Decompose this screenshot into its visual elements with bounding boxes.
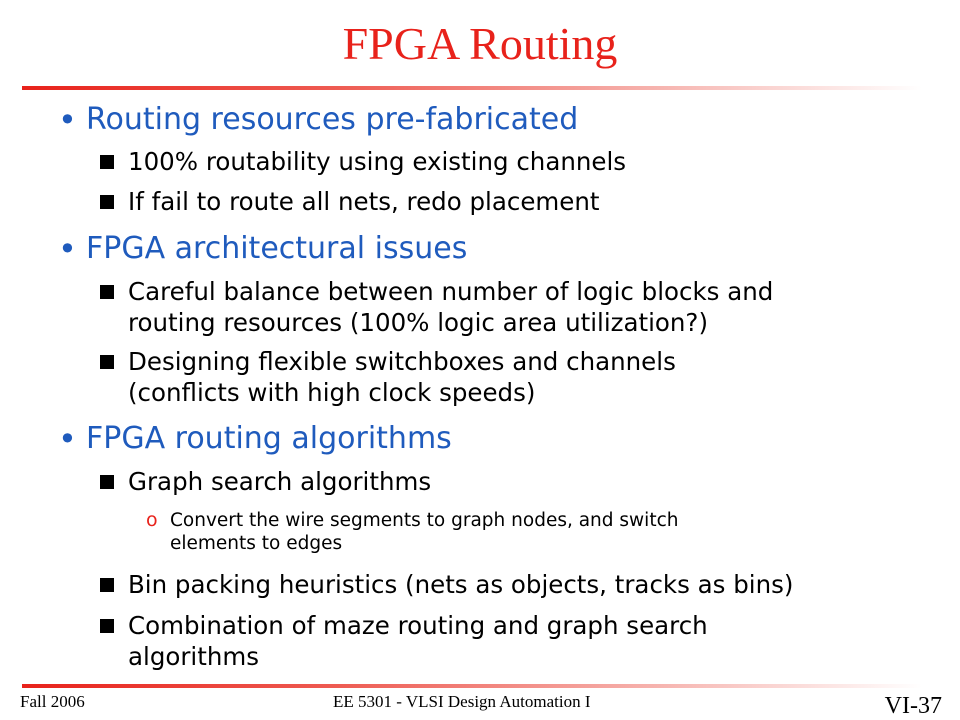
footer-divider [22,684,922,688]
sub-list-item-line: elements to edges [170,533,343,554]
bullet-icon: • [58,230,77,268]
square-bullet-icon [100,355,114,369]
square-bullet-icon [100,155,114,169]
list-item-line: routing resources (100% logic area utilization?) [128,308,708,337]
bullet-icon: • [58,420,77,458]
square-bullet-icon [100,619,114,633]
list-item: If fail to route all nets, redo placement [128,187,600,216]
section-heading: Routing resources pre-fabricated [86,102,579,137]
list-item-line: Careful balance between number of logic blocks and [128,277,774,306]
sub-list-item-line: Convert the wire segments to graph nodes, and switch [170,510,679,531]
footer-term: Fall 2006 [20,692,85,711]
slide-title: FPGA Routing [342,18,618,69]
section-heading: FPGA routing algorithms [86,421,452,456]
square-bullet-icon [100,475,114,489]
section-heading: FPGA architectural issues [86,231,468,266]
bullet-icon: • [58,101,77,139]
square-bullet-icon [100,195,114,209]
slide-number: VI-37 [884,693,942,719]
list-item: 100% routability using existing channels [128,147,627,176]
square-bullet-icon [100,285,114,299]
list-item-line: algorithms [128,642,260,671]
list-item-line: (conflicts with high clock speeds) [128,378,536,407]
list-item: Bin packing heuristics (nets as objects, tracks as bins) [128,570,794,599]
square-bullet-icon [100,578,114,592]
title-divider [22,86,922,90]
circle-bullet-icon: o [146,509,158,531]
list-item-line: Combination of maze routing and graph search [128,611,708,640]
footer-course: EE 5301 - VLSI Design Automation I [333,692,591,711]
list-item-line: Designing flexible switchboxes and channels [128,347,676,376]
list-item: Graph search algorithms [128,467,432,496]
